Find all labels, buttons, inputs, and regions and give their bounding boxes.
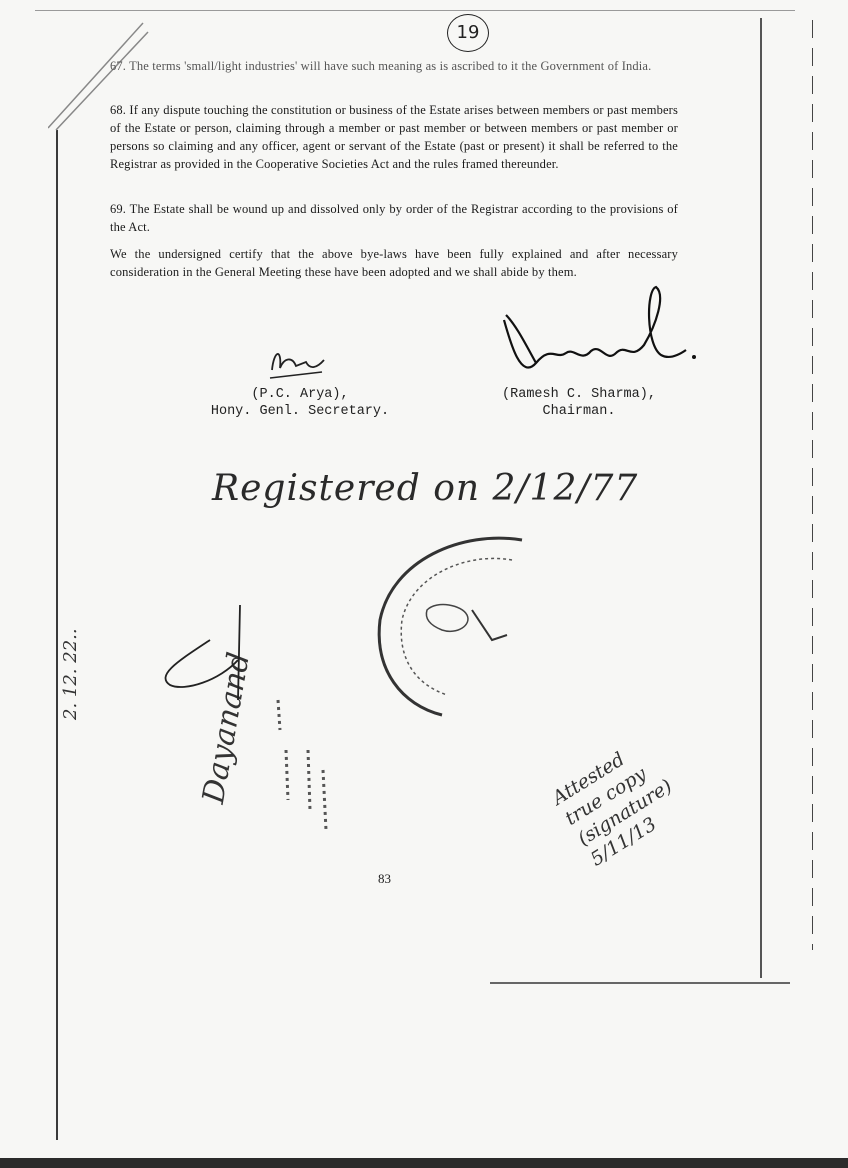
stamp-text-marks-icon xyxy=(268,690,348,840)
handwritten-date: 2. 12. 22.. xyxy=(60,628,81,720)
signatory-left-name: (P.C. Arya), xyxy=(251,387,349,402)
page-right-edge xyxy=(760,18,762,978)
bye-law-69: 69. The Estate shall be wound up and dissolved only by order of the Registrar according to the provisions of the Act. xyxy=(110,202,678,234)
page-bottom-edge xyxy=(490,982,790,984)
page-number: 83 xyxy=(378,871,391,886)
official-seal-icon xyxy=(372,520,542,720)
signatory-right xyxy=(474,386,684,420)
circled-page-marker: 19 xyxy=(447,14,489,52)
handwritten-flourish-icon xyxy=(150,600,250,710)
page-right-edge-dashed xyxy=(812,20,813,950)
bye-law-68: 68. If any dispute touching the constitution or business of the Estate arises between members or past members of the Estate or person, claiming through a member or past member or between members or past member or persons so claiming and any officer, agent or servant of the Estate (past or present) it shall be referred to the Registrar as provided in the Cooperative Societies Act and the rules framed thereunder. xyxy=(110,103,678,171)
scan-bottom-strip xyxy=(0,1158,848,1168)
certification-paragraph: We the undersigned certify that the above bye-laws have been fully explained and after necessary consideration in the General Meeting these have been adopted and we shall abide by them. xyxy=(110,247,678,279)
arya-signature-icon xyxy=(262,340,332,385)
sharma-signature-icon xyxy=(496,285,706,385)
bye-law-67: 67. The terms 'small/light industries' will have such meaning as is ascribed to it the Government of India. xyxy=(110,59,652,73)
page-top-edge xyxy=(35,10,795,11)
signatory-left-title: Hony. Genl. Secretary. xyxy=(210,404,390,419)
signatory-right-name: (Ramesh C. Sharma), xyxy=(502,387,656,402)
registration-note: Registered on 2/12/77 xyxy=(212,468,639,509)
signatory-left xyxy=(180,386,420,420)
handwritten-name: Dayanand xyxy=(196,649,257,807)
signatory-right-title: Chairman. xyxy=(542,404,616,419)
page-left-edge xyxy=(56,130,58,1140)
attestation-note: Attested true copy (signature) 5/11/13 xyxy=(548,748,677,871)
